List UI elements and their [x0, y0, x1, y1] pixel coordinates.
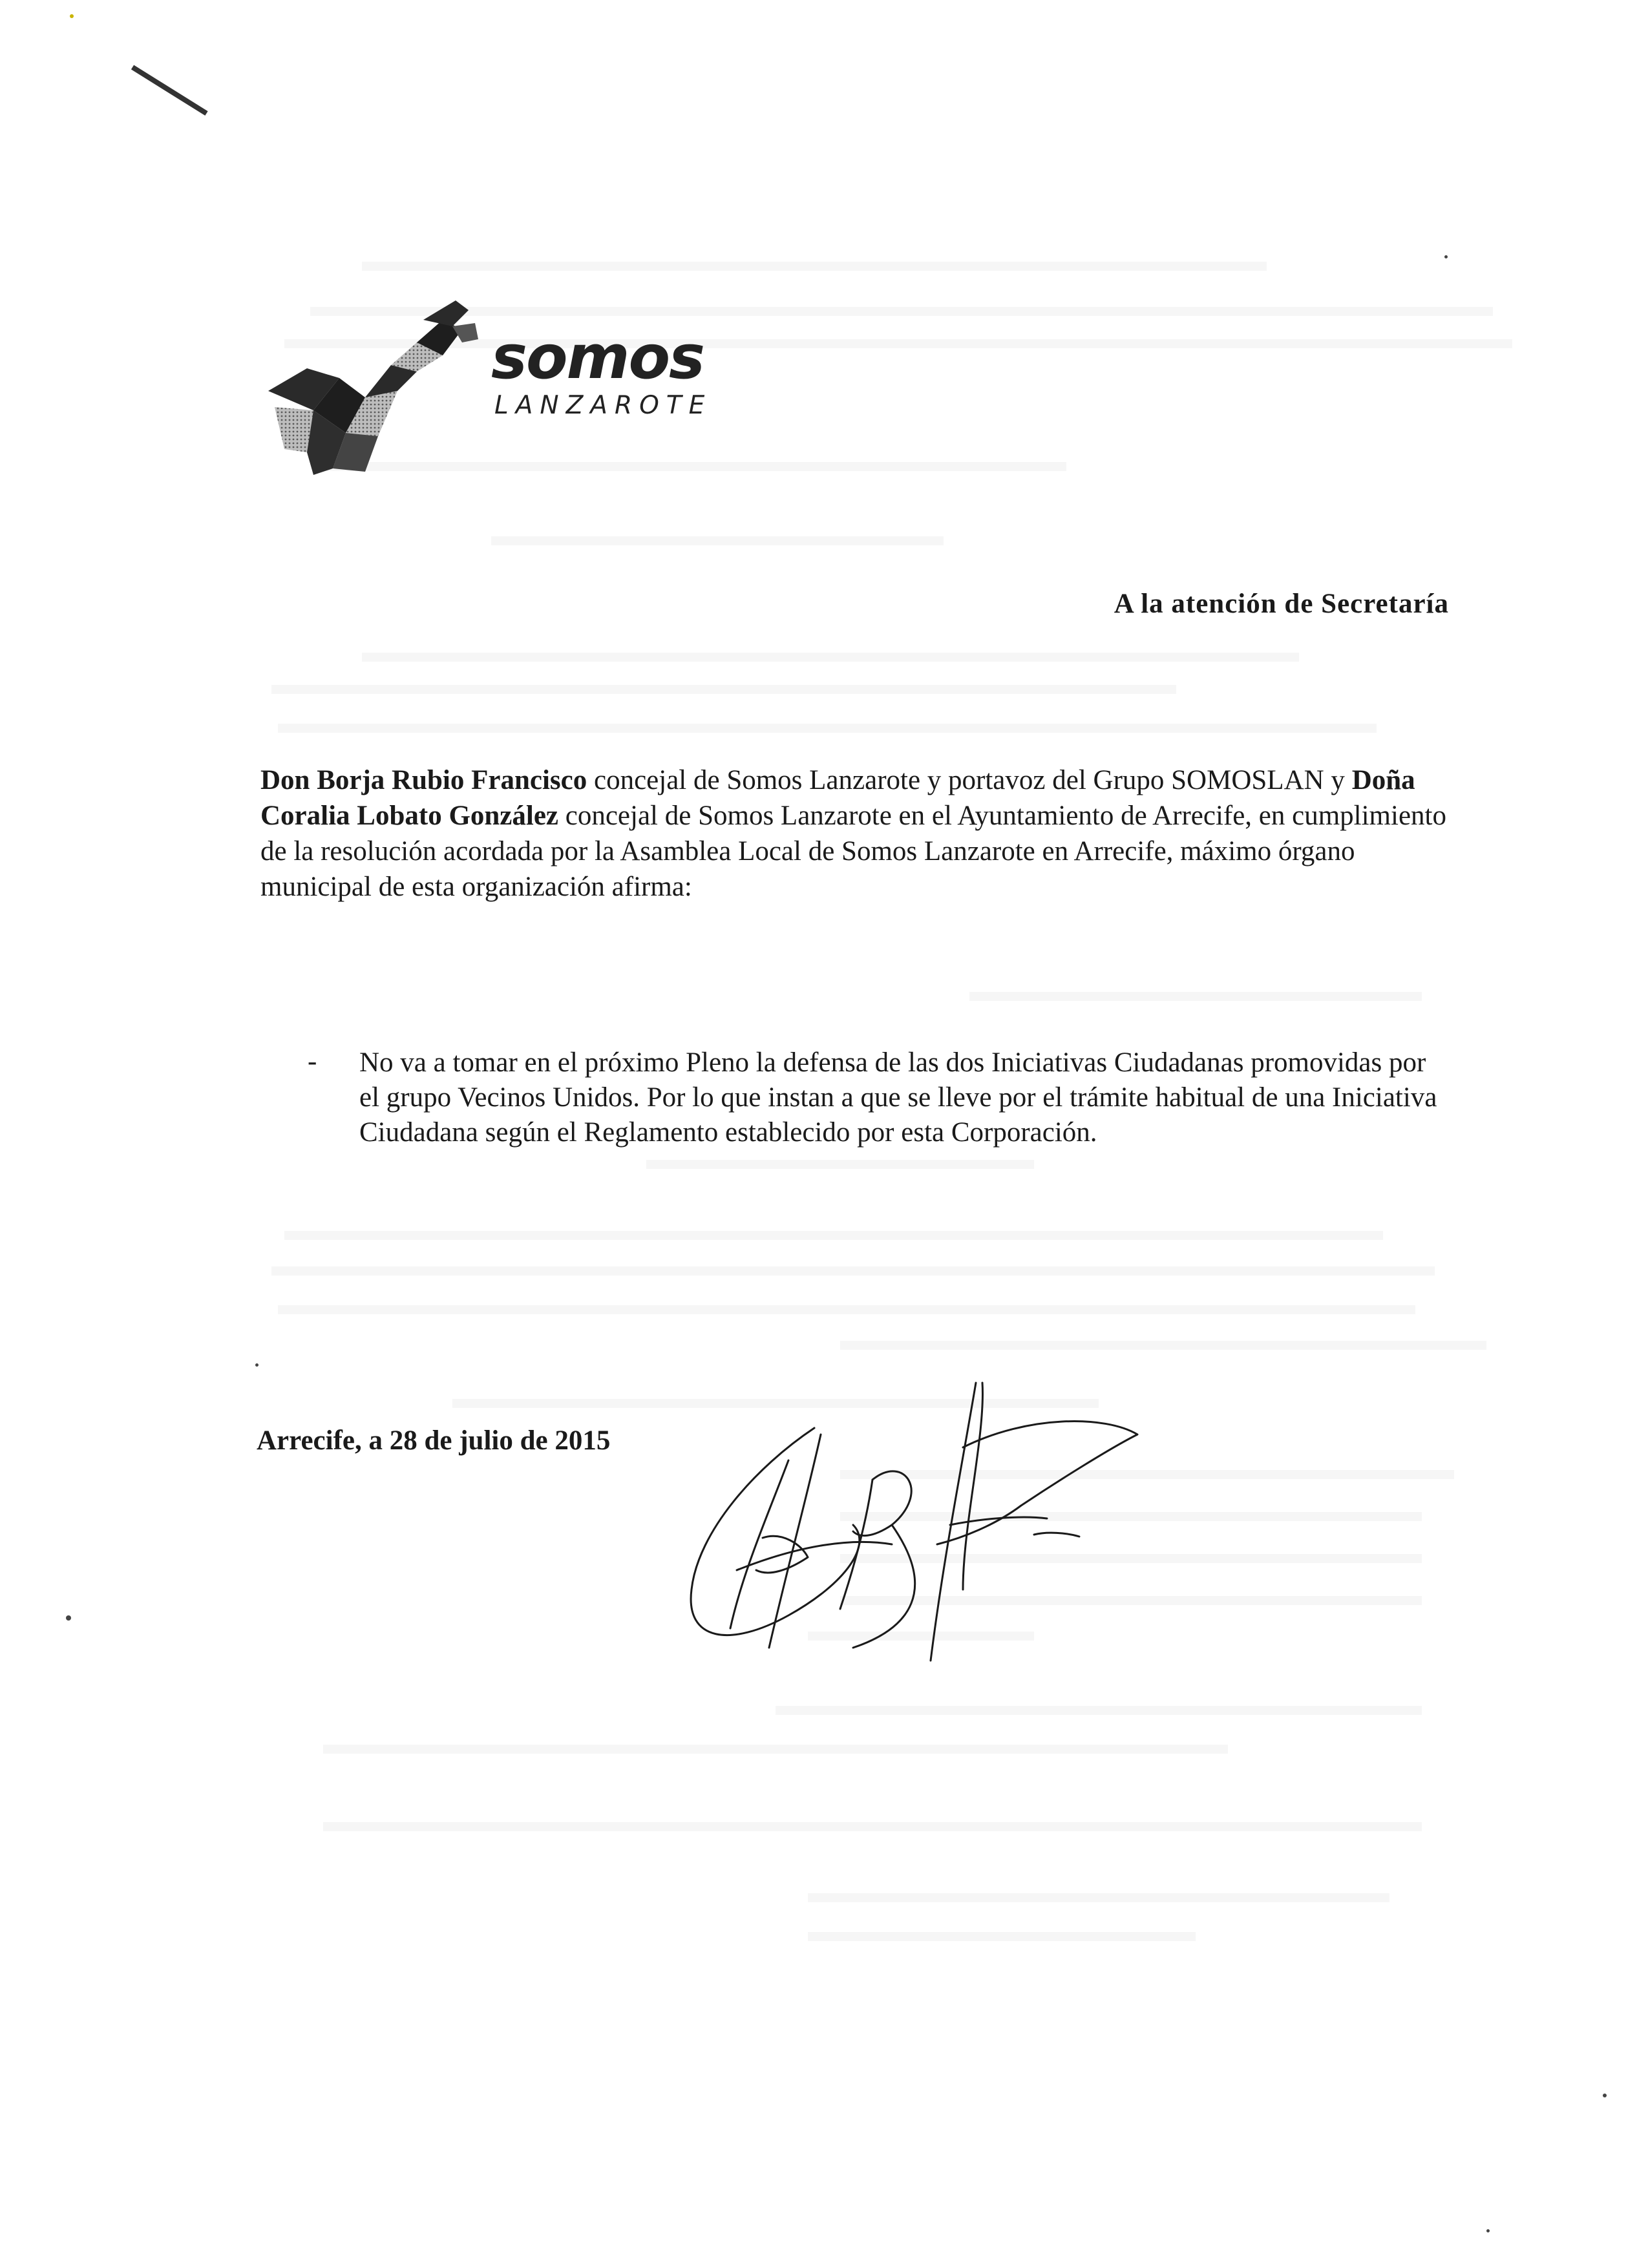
- bleed-through-line: [271, 685, 1176, 694]
- bleed-through-line: [278, 1305, 1415, 1314]
- bleed-through-line: [323, 1822, 1422, 1831]
- bleed-through-line: [840, 1341, 1486, 1350]
- bleed-through-line: [284, 1231, 1383, 1240]
- bleed-through-line: [969, 992, 1422, 1001]
- logo-wordmark: somos: [491, 322, 704, 393]
- bleed-through-line: [271, 1266, 1435, 1276]
- scan-speck: [255, 1363, 259, 1367]
- list-bullet: -: [308, 1046, 317, 1076]
- list-item: No va a tomar en el próximo Pleno la defensa de las dos Iniciativas Ciudadanas promovidas por el grupo Vecinos Unidos. Por lo que instan a que se lleve por el trámite habitual de una Iniciativa Ciudadana según el Reglamento establecido por esta Corporación.: [359, 1047, 1437, 1148]
- scan-speck: [66, 1615, 71, 1621]
- handwritten-signature: [659, 1376, 1150, 1674]
- scan-speck: [1486, 2229, 1490, 2232]
- signatory-name-1: Don Borja Rubio Francisco: [260, 765, 587, 795]
- staple-mark: [131, 65, 208, 116]
- paragraph-text-2: concejal de Somos Lanzarote en el Ayuntamiento de Arrecife, en cumplimiento de la resolución acordada por la Asamblea Local de Somos Lanzarote en Arrecife, máximo órgano municipal de esta organización afirma:: [260, 801, 1446, 902]
- lanzarote-island-icon: [268, 294, 491, 481]
- scan-speck: [70, 14, 74, 18]
- bleed-through-line: [278, 724, 1377, 733]
- logo-subtitle: LANZAROTE: [494, 391, 712, 420]
- bleed-through-line: [362, 262, 1267, 271]
- bleed-through-line: [323, 1745, 1228, 1754]
- scan-speck: [1603, 2094, 1607, 2097]
- scan-speck: [1444, 255, 1448, 258]
- attention-heading: A la atención de Secretaría: [1114, 589, 1449, 619]
- bleed-through-line: [646, 1160, 1034, 1169]
- somos-lanzarote-logo: [268, 294, 721, 488]
- bleed-through-line: [491, 536, 944, 545]
- paragraph-text-1: concejal de Somos Lanzarote y portavoz del Grupo SOMOSLAN y: [587, 765, 1352, 795]
- bleed-through-line: [362, 653, 1299, 662]
- bleed-through-line: [808, 1932, 1196, 1941]
- bleed-through-line: [776, 1706, 1422, 1715]
- bleed-through-line: [808, 1893, 1389, 1902]
- place-and-date: Arrecife, a 28 de julio de 2015: [257, 1425, 611, 1456]
- body-paragraph: [260, 762, 1450, 905]
- signatory-name-2: Doña Coralia Lobato González: [260, 765, 1415, 831]
